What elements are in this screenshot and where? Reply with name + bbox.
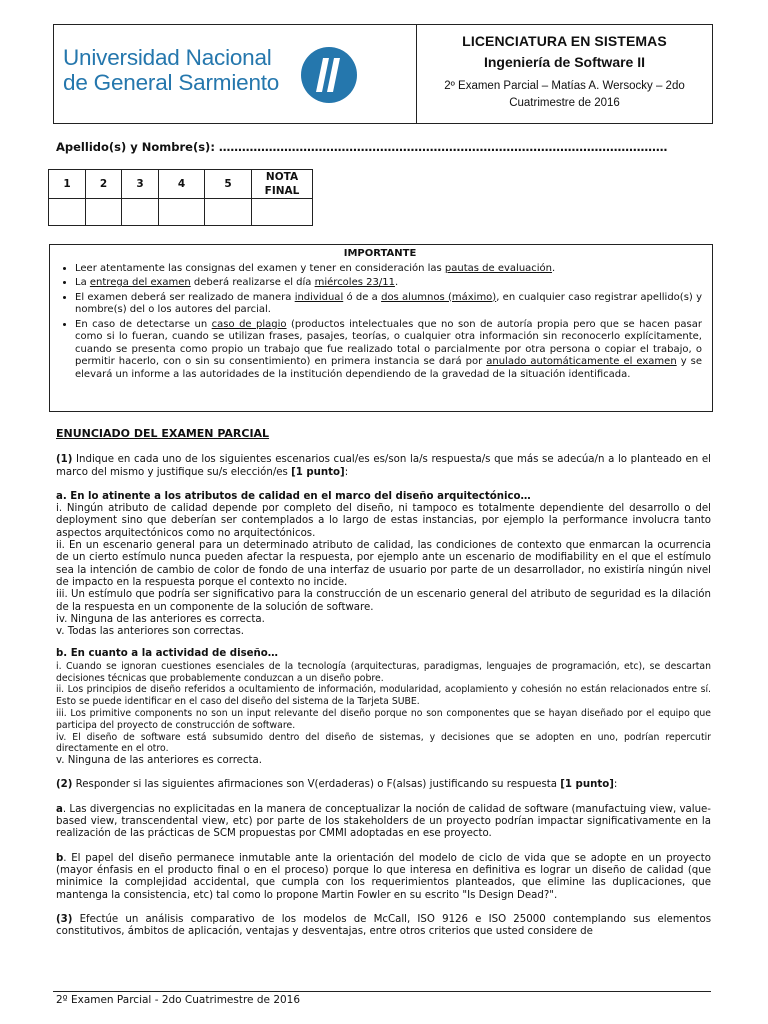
course-info — [417, 25, 712, 123]
grade-cell-5 — [205, 199, 252, 226]
important-item: • El examen deberá ser realizado de manera individual ó de a dos alumnos (máximo), en cualquier caso registrar apellido(s) y nombre(s) del o los autores del parcial. — [75, 292, 702, 317]
question-1b-option: i. Cuando se ignoran cuestiones esenciales de la tecnología (arquitecturas, paradigmas, lenguajes de programación, etc), se descartan decisiones técnicas que probablemente conduzcan a un diseño pobre. — [56, 660, 711, 684]
exam-info — [417, 78, 712, 112]
degree-title: LICENCIATURA EN SISTEMAS — [462, 33, 667, 49]
grade-col-3: 3 — [122, 170, 159, 199]
grade-col-final — [252, 170, 313, 199]
question-2a: a. Las divergencias no explicitadas en la manera de conceptualizar la noción de calidad de software (manufactuing view, value-based view, transcendental view, etc) por parte de los stakeholders de un proyecto podrían impactar significativamente en la realización de las prácticas de SCM propuestas por CMMI adoptadas en ese proyecto. — [56, 803, 711, 840]
grade-cell-final — [252, 199, 313, 226]
grade-cell-2 — [86, 199, 122, 226]
question-3: (3) Efectúe un análisis comparativo de los modelos de McCall, ISO 9126 e ISO 25000 contemplando sus elementos constitutivos, ámbitos de aplicación, ventajas y desventajas, entre otros criterios que usted considere de — [56, 913, 711, 938]
university-logo-icon — [300, 46, 358, 104]
exam-info-line1: 2º Examen Parcial – Matías A. Wersocky – 2do — [444, 80, 685, 92]
section-title: ENUNCIADO DEL EXAMEN PARCIAL — [56, 427, 270, 440]
question-2b: b. El papel del diseño permanece inmutable ante la orientación del modelo de ciclo de vida que se adopte en un proyecto (mayor énfasis en el producto final o en el proceso) porque lo que interesa en definitiva es lograr un diseño de calidad (que minimice la complejidad accidental, que cumpla con los requerimientos planteados, que elimine las duplicaciones, que mantenga la consistencia, etc) tal como lo propone Martin Fowler en su escrito "Is Design Dead?". — [56, 852, 711, 901]
footer-divider — [53, 991, 711, 992]
important-box — [49, 244, 713, 412]
grade-col-1: 1 — [49, 170, 86, 199]
university-branding — [54, 25, 417, 123]
grade-cell-1 — [49, 199, 86, 226]
question-1b-option: ii. Los principios de diseño referidos a ocultamiento de información, modularidad, acoplamiento y cohesión no están relacionados entre sí. Esto se puede identificar en el caso del diseño del sistema de la Tarjeta SUBE. — [56, 684, 711, 708]
question-1b-option: v. Ninguna de las anteriores es correcta. — [56, 755, 263, 767]
student-name-field: Apellido(s) y Nombre(s): ……………………………………………………………………………………………………… — [56, 140, 668, 154]
important-title: IMPORTANTE — [343, 248, 417, 259]
exam-content — [56, 428, 711, 938]
important-item: • En caso de detectarse un caso de plagio (productos intelectuales que no son de autoría propia pero que se hacen pasar como si lo fueran, cuando se utilizan frases, pasajes, teorías, o cualquier otra información sin reconocerlo explícitamente, cuando se presenta como propio un trabajo que fue realizado total o parcialmente por otra persona o copiar el trabajo, o permitir hacerlo, con o sin su consentimiento) en primera instancia se dará por anulado automáticamente el examen y se elevará un informe a las autoridades de la institución dependiendo de la gravedad de la situación identificada. — [75, 319, 702, 382]
grades-header-row — [49, 170, 313, 199]
important-item: • Leer atentamente las consignas del examen y tener en consideración las pautas de evaluación. — [75, 263, 702, 276]
page-footer: 2º Examen Parcial - 2do Cuatrimestre de 2016 — [56, 994, 301, 1006]
question-1b-options — [56, 661, 711, 755]
header-box — [53, 24, 713, 124]
grade-cell-3 — [122, 199, 159, 226]
exam-info-line2: Cuatrimestre de 2016 — [509, 97, 620, 109]
university-name-line2: de General Sarmiento — [63, 70, 280, 95]
university-name-line1: Universidad Nacional — [63, 45, 272, 70]
question-1a-option: iv. Ninguna de las anteriores es correcta. — [56, 613, 265, 625]
question-1a-option: iii. Un estímulo que podría ser significativo para la construcción de un escenario general del atributo de seguridad es la dilación de la respuesta en un componente de la solución de software. — [56, 589, 711, 613]
grade-col-4: 4 — [159, 170, 205, 199]
important-list — [58, 263, 702, 382]
final-label-line1: NOTA — [265, 171, 299, 183]
question-2: (2) Responder si las siguientes afirmaciones son V(erdaderas) o F(alsas) justificando su respuesta [1 punto]: — [56, 779, 618, 791]
question-1a-option: ii. En un escenario general para un determinado atributo de calidad, las condiciones de contexto que enmarcan la ocurrencia de un cierto estímulo nunca pueden afectar la respuesta, por ejemplo ante un escenario de modifiability en el que el estímulo sea la intención de cambio de color de fondo de una interfaz de usuario por parte de un desarrollador, no existiría ningún nivel de impacto en la respuesta porque el contexto no incide. — [56, 540, 711, 588]
question-1: (1) Indique en cada uno de los siguientes escenarios cual/es es/son la/s respuesta/s que más se adecúa/n a lo planteado en el marco del mismo y justifique su/s elección/es [1 punto]: — [56, 454, 711, 478]
grades-table — [48, 169, 313, 226]
grade-col-5: 5 — [205, 170, 252, 199]
important-item: • La entrega del examen deberá realizarse el día miércoles 23/11. — [75, 277, 702, 290]
course-title: Ingeniería de Software II — [483, 54, 646, 70]
university-name — [63, 45, 279, 95]
question-1a-title: a. En lo atinente a los atributos de calidad en el marco del diseño arquitectónico… — [56, 490, 531, 502]
grade-cell-4 — [159, 199, 205, 226]
question-1b-option: iii. Los primitive components no son un input relevante del diseño porque no son componentes que se hayan diseñado por el equipo que participa del proyecto de construcción de software. — [56, 707, 711, 731]
grades-entry-row — [49, 199, 313, 226]
question-1a-option: i. Ningún atributo de calidad depende por completo del diseño, ni tampoco es totalmente dependiente del desarrollo o del deployment sino que deberían ser contemplados a lo largo de estas instancias, por ejemplo la performance involucra tanto aspectos arquitectónicos como no arquitectónicos. — [56, 503, 711, 539]
question-1a-option: v. Todas las anteriores son correctas. — [56, 626, 244, 638]
question-1b-option: iv. El diseño de software está subsumido dentro del diseño de sistemas, y decisiones que se adopten en uno, podrían repercutir directamente en el otro. — [56, 731, 711, 755]
question-1b-title: b. En cuanto a la actividad de diseño… — [56, 648, 278, 660]
grade-col-2: 2 — [86, 170, 122, 199]
final-label-line2: FINAL — [264, 185, 300, 197]
